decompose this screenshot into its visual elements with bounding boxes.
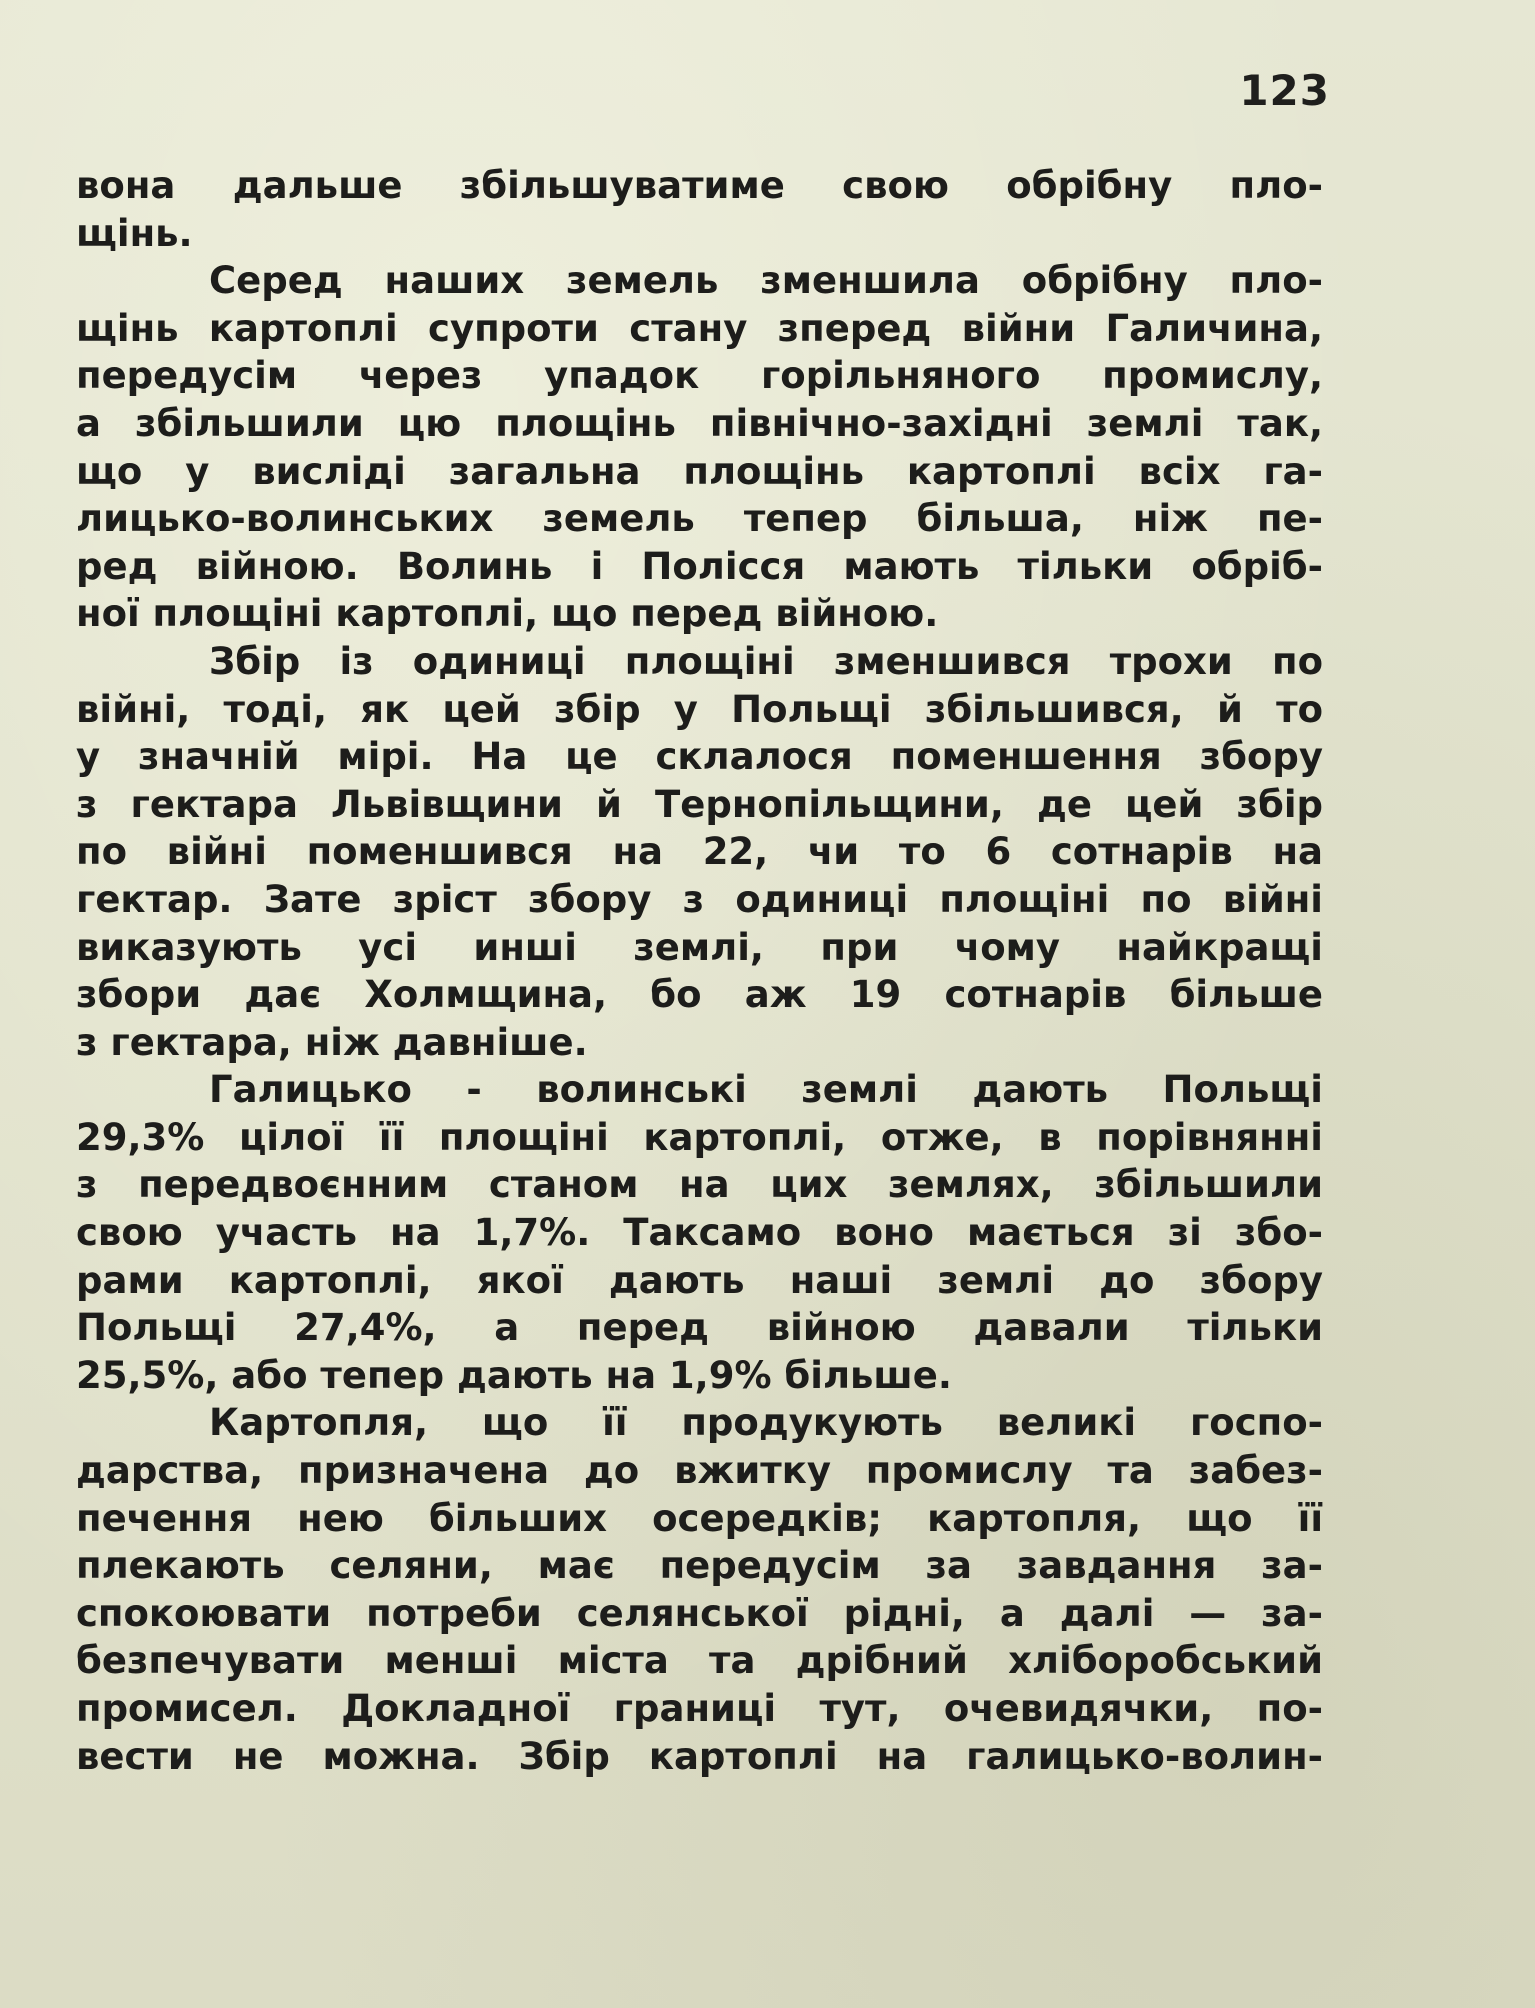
text-line: по війні поменшився на 22, чи то 6 сотнарів на	[76, 830, 1323, 874]
text-line: з передвоєнним станом на цих землях, збільшили	[76, 1163, 1323, 1207]
text-line: печення нею більших осередків; картопля, що її	[76, 1496, 1323, 1540]
text-line: плекають селяни, має передусім за завдання за-	[76, 1544, 1323, 1588]
text-line: гектар. Зате зріст збору з одиниці площіні по війні	[76, 877, 1323, 921]
text-line: з гектара, ніж давніше.	[76, 1020, 588, 1064]
text-line: збори дає Холмщина, бо аж 19 сотнарів більше	[76, 973, 1323, 1017]
text-line: 25,5%, або тепер дають на 1,9% більше.	[76, 1353, 952, 1397]
paragraph-3	[76, 638, 1323, 1066]
text-line: Серед наших земель зменшила обрібну пло-	[209, 259, 1323, 303]
text-line: виказують усі инші землі, при чому найкращі	[76, 925, 1323, 969]
paragraph-1	[76, 162, 1323, 257]
text-line: безпечувати менші міста та дрібний хліборобський	[76, 1639, 1323, 1683]
text-line: з гектара Львівщини й Тернопільщини, де цей збір	[76, 782, 1323, 826]
body-text	[76, 162, 1323, 1780]
text-line: вона дальше збільшуватиме свою обрібну пло-	[76, 164, 1323, 207]
text-line: Збір із одиниці площіні зменшився трохи по	[209, 639, 1323, 683]
text-line: ред війною. Волинь і Полісся мають тільки обріб-	[76, 544, 1323, 588]
text-line: спокоювати потреби селянської рідні, а далі — за-	[76, 1591, 1323, 1635]
paragraph-5	[76, 1399, 1323, 1780]
text-line: Картопля, що її продукують великі госпо-	[209, 1401, 1323, 1445]
paragraph-2	[76, 257, 1323, 638]
text-line: рами картоплі, якої дають наші землі до збору	[76, 1258, 1323, 1302]
text-line: 29,3% цілої її площіні картоплі, отже, в порівнянні	[76, 1115, 1323, 1159]
paragraph-4	[76, 1066, 1323, 1399]
text-line: щінь картоплі супроти стану зперед війни Галичина,	[76, 306, 1323, 350]
text-line: промисел. Докладної границі тут, очевидячки, по-	[76, 1687, 1323, 1730]
page-number: 123	[1239, 66, 1330, 115]
text-line: у значній мірі. На це склалося поменшення збору	[76, 735, 1323, 779]
text-line: лицько-волинських земель тепер більша, ніж пе-	[76, 497, 1323, 541]
text-line: війні, тоді, як цей збір у Польщі збільшився, й то	[76, 687, 1323, 731]
text-line: дарства, призначена до вжитку промислу та забез-	[76, 1449, 1323, 1493]
text-line: Польщі 27,4%, а перед війною давали тільки	[76, 1306, 1323, 1350]
text-line: що у висліді загальна площінь картоплі всіх га-	[76, 449, 1323, 493]
text-line: Галицько - волинські землі дають Польщі	[209, 1068, 1323, 1112]
text-line: а збільшили цю площінь північно-західні землі так,	[76, 401, 1323, 445]
text-line: щінь.	[76, 211, 193, 255]
text-line: ної площіні картоплі, що перед війною.	[76, 592, 939, 636]
text-line: вести не можна. Збір картоплі на галицько-волин-	[76, 1734, 1323, 1778]
text-line: свою участь на 1,7%. Таксамо воно мається зі збо-	[76, 1211, 1323, 1255]
text-line: передусім через упадок горільняного промислу,	[76, 354, 1323, 398]
